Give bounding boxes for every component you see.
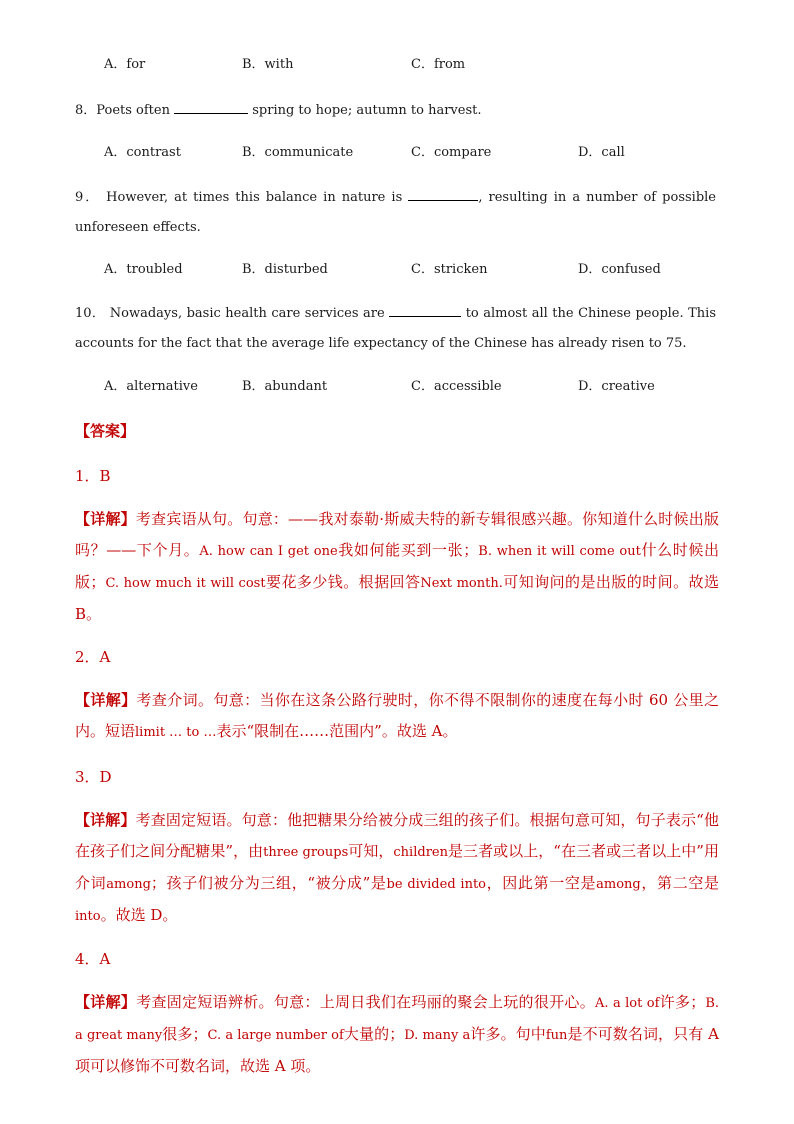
answer-3-detail: 【详解】考查固定短语。句意：他把糖果分给被分成三组的孩子们。根据句意可知，句子表示“他在孩子们之间分配糖果”，由three groups可知，children是三者或以上，“在三者或三者以上中”用介词among；孩子们被分为三组，“被分成”是be divided into，因此第一空是among，第二空是into。故选 D。 (75, 811, 720, 924)
q10-stem (75, 299, 716, 359)
q8-option-c: C．compare (411, 145, 492, 160)
q7-option-c: C．from (411, 57, 466, 72)
q8-option-a: A．contrast (104, 145, 181, 160)
q8-option-b: B．communicate (242, 145, 354, 160)
detail-tag: 【详解】 (75, 510, 136, 528)
answer-4-detail: 【详解】考查固定短语辨析。句意：上周日我们在玛丽的聚会上玩的很开心。A. a lot of许多；B. a great many很多；C. a large number of大量的；D. many a许多。句中fun是不可数名词，只有 A 项可以修饰不可数名词，故选 A 项。 (75, 993, 719, 1075)
q8-suffix: spring to hope; autumn to harvest. (248, 103, 482, 118)
q10-option-a: A．alternative (104, 379, 198, 394)
detail-tag: 【详解】 (75, 811, 136, 829)
q9-prefix: 9． However, at times this balance in nature is (75, 190, 409, 205)
q9-blank (408, 187, 478, 201)
q8-stem (75, 100, 481, 120)
q10-option-c: C．accessible (411, 379, 502, 394)
q9-option-b: B．disturbed (242, 262, 328, 277)
answer-heading: 【答案】 (75, 422, 136, 440)
q7-option-b: B．with (242, 57, 294, 72)
q8-option-d: D．call (578, 145, 625, 160)
q9-option-a: A．troubled (104, 262, 183, 277)
q10-prefix: 10． Nowadays, basic health care services are (75, 306, 390, 321)
q9-stem (75, 183, 716, 243)
q10-option-b: B．abundant (242, 379, 328, 394)
q9-suffix: , resulting in a number of possible unforeseen effects. (75, 190, 716, 235)
answer-1-number: 1．B (75, 467, 111, 485)
q9-option-c: C．stricken (411, 262, 488, 277)
answer-4-number: 4．A (75, 950, 111, 968)
detail-tag: 【详解】 (75, 691, 137, 709)
q9-option-d: D．confused (578, 262, 661, 277)
q10-suffix: to almost all the Chinese people. This accounts for the fact that the average life expectancy of the Chinese has already risen to 75. (75, 306, 716, 351)
q10-option-d: D．creative (578, 379, 655, 394)
detail-tag: 【详解】 (75, 993, 137, 1011)
q10-blank (389, 303, 461, 317)
q7-option-a: A．for (104, 57, 146, 72)
answer-2-number: 2．A (75, 648, 111, 666)
answer-3-number: 3．D (75, 768, 112, 786)
q8-prefix: 8．Poets often (75, 103, 175, 118)
answer-1-detail: 【详解】考查宾语从句。句意：——我对泰勒·斯威夫特的新专辑很感兴趣。你知道什么时候出版吗？——下个月。A. how can I get one我如何能买到一张；B. when it will come out什么时候出版；C. how much it will cost要花多少钱。根据回答Next month.可知询问的是出版的时间。故选 B。 (75, 510, 719, 623)
q8-blank (174, 100, 248, 114)
answer-2-detail: 【详解】考查介词。句意：当你在这条公路行驶时，你不得不限制你的速度在每小时 60 公里之内。短语limit … to …表示“限制在……范围内”。故选 A。 (75, 691, 719, 740)
